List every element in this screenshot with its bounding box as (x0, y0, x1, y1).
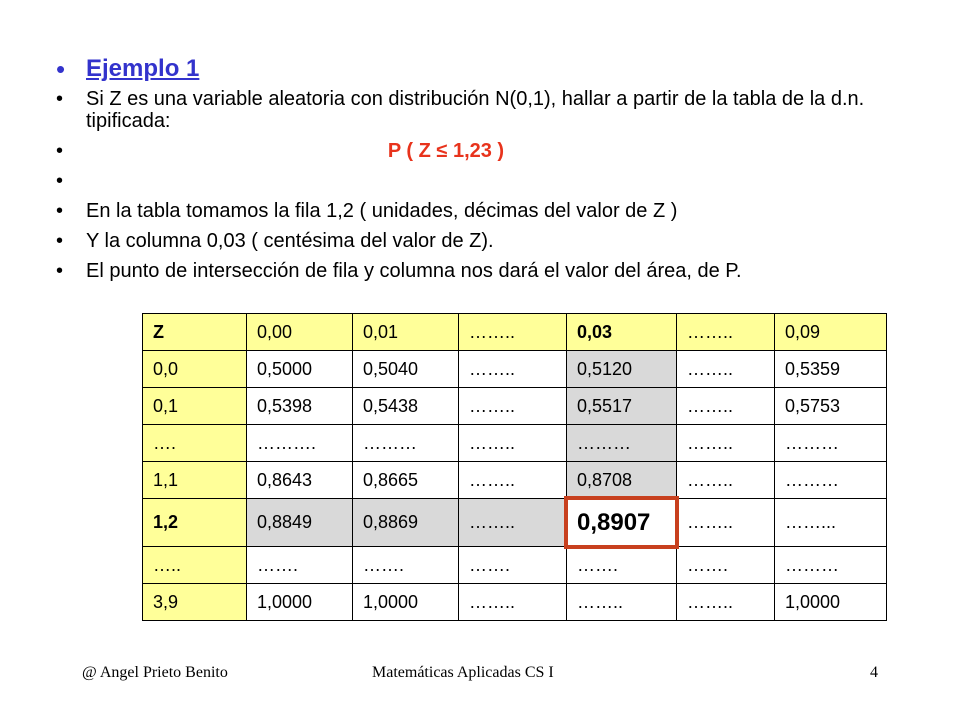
table-cell: Z (143, 314, 247, 351)
row-info-text: En la tabla tomamos la fila 1,2 ( unidades, décimas del valor de Z ) (86, 200, 678, 222)
table-cell: 0,8849 (247, 499, 353, 547)
table-cell: …….. (677, 462, 775, 499)
table-cell: 0,03 (567, 314, 677, 351)
probability-expression: P ( Z ≤ 1,23 ) (387, 140, 505, 162)
table-row (143, 388, 887, 425)
table-cell: …….. (677, 388, 775, 425)
table-cell: …….. (459, 351, 567, 388)
table-cell: …….. (459, 584, 567, 621)
bullet-title (56, 54, 936, 84)
result-value: 0,8907 (564, 496, 679, 549)
table-cell: ……. (567, 547, 677, 584)
table-cell: ……… (775, 462, 887, 499)
table-cell: 3,9 (143, 584, 247, 621)
table-cell: ….. (143, 547, 247, 584)
slide-title: Ejemplo 1 (86, 55, 200, 82)
table-cell: ……. (353, 547, 459, 584)
table-cell: ……… (353, 425, 459, 462)
result-cell (567, 499, 677, 547)
table-cell: 0,5040 (353, 351, 459, 388)
table-row (143, 351, 887, 388)
table-cell: 0,8869 (353, 499, 459, 547)
table-cell: ……… (567, 425, 677, 462)
table-row (143, 425, 887, 462)
bullet-row-info (56, 200, 936, 222)
table-cell: …. (143, 425, 247, 462)
footer-author: @ Angel Prieto Benito (82, 664, 228, 681)
table-cell: …….. (459, 425, 567, 462)
table-cell: 0,5753 (775, 388, 887, 425)
table-cell: 0,8708 (567, 462, 677, 499)
table-cell: 1,0000 (247, 584, 353, 621)
table-cell: ……. (677, 547, 775, 584)
table-cell: 1,0000 (353, 584, 459, 621)
footer-page-number: 4 (870, 664, 878, 681)
table-row (143, 547, 887, 584)
bullet-dot-icon: • (56, 88, 64, 110)
table-cell: …….. (459, 462, 567, 499)
bullet-empty (56, 170, 936, 192)
normal-distribution-table (142, 313, 887, 621)
bullet-intro (56, 88, 936, 132)
bullet-dot-icon: • (56, 260, 64, 282)
footer-course: Matemáticas Aplicadas CS I (372, 664, 554, 681)
table-cell: 0,01 (353, 314, 459, 351)
bullet-dot-icon: • (56, 200, 64, 222)
table-cell: ………. (247, 425, 353, 462)
table-cell: 0,5120 (567, 351, 677, 388)
table-cell: 1,2 (143, 499, 247, 547)
bullet-probability (56, 140, 936, 162)
table-cell: …….. (677, 499, 775, 547)
table-cell: ……. (459, 547, 567, 584)
table-cell: …….. (677, 351, 775, 388)
table-cell: 1,1 (143, 462, 247, 499)
table-cell: 0,5359 (775, 351, 887, 388)
col-info-text: Y la columna 0,03 ( centésima del valor de Z). (86, 230, 494, 252)
table-cell: …….. (459, 499, 567, 547)
bullet-dot-icon: • (56, 140, 64, 162)
table-row (143, 462, 887, 499)
table-cell: 0,1 (143, 388, 247, 425)
table-header-row (143, 314, 887, 351)
table-cell: 0,5000 (247, 351, 353, 388)
bullet-dot-icon: • (56, 54, 66, 84)
table-row-highlight (143, 499, 887, 547)
table-cell: 0,8665 (353, 462, 459, 499)
table-cell: …….. (459, 388, 567, 425)
intro-text: Si Z es una variable aleatoria con distribución N(0,1), hallar a partir de la tabla de la d.n. tipificada: (86, 88, 865, 132)
bullet-dot-icon: • (56, 230, 64, 252)
table-cell: 1,0000 (775, 584, 887, 621)
bullet-intersection (56, 260, 936, 282)
table-cell: 0,5438 (353, 388, 459, 425)
bullet-dot-icon: • (56, 170, 64, 192)
table-cell: …….. (677, 584, 775, 621)
table-cell: 0,5517 (567, 388, 677, 425)
table-cell: 0,00 (247, 314, 353, 351)
table-cell: …….. (677, 425, 775, 462)
table-cell: ……... (775, 499, 887, 547)
table-cell: 0,09 (775, 314, 887, 351)
bullet-col-info (56, 230, 936, 252)
table-row (143, 584, 887, 621)
table-cell: ……. (247, 547, 353, 584)
table-cell: …….. (567, 584, 677, 621)
table-cell: …….. (677, 314, 775, 351)
table-cell: 0,5398 (247, 388, 353, 425)
slide-bullets (56, 54, 936, 290)
table-cell: ……… (775, 547, 887, 584)
intersection-text: El punto de intersección de fila y columna nos dará el valor del área, de P. (86, 260, 742, 282)
table-cell: 0,8643 (247, 462, 353, 499)
table-cell: 0,0 (143, 351, 247, 388)
table-cell: …….. (459, 314, 567, 351)
table-cell: ……… (775, 425, 887, 462)
